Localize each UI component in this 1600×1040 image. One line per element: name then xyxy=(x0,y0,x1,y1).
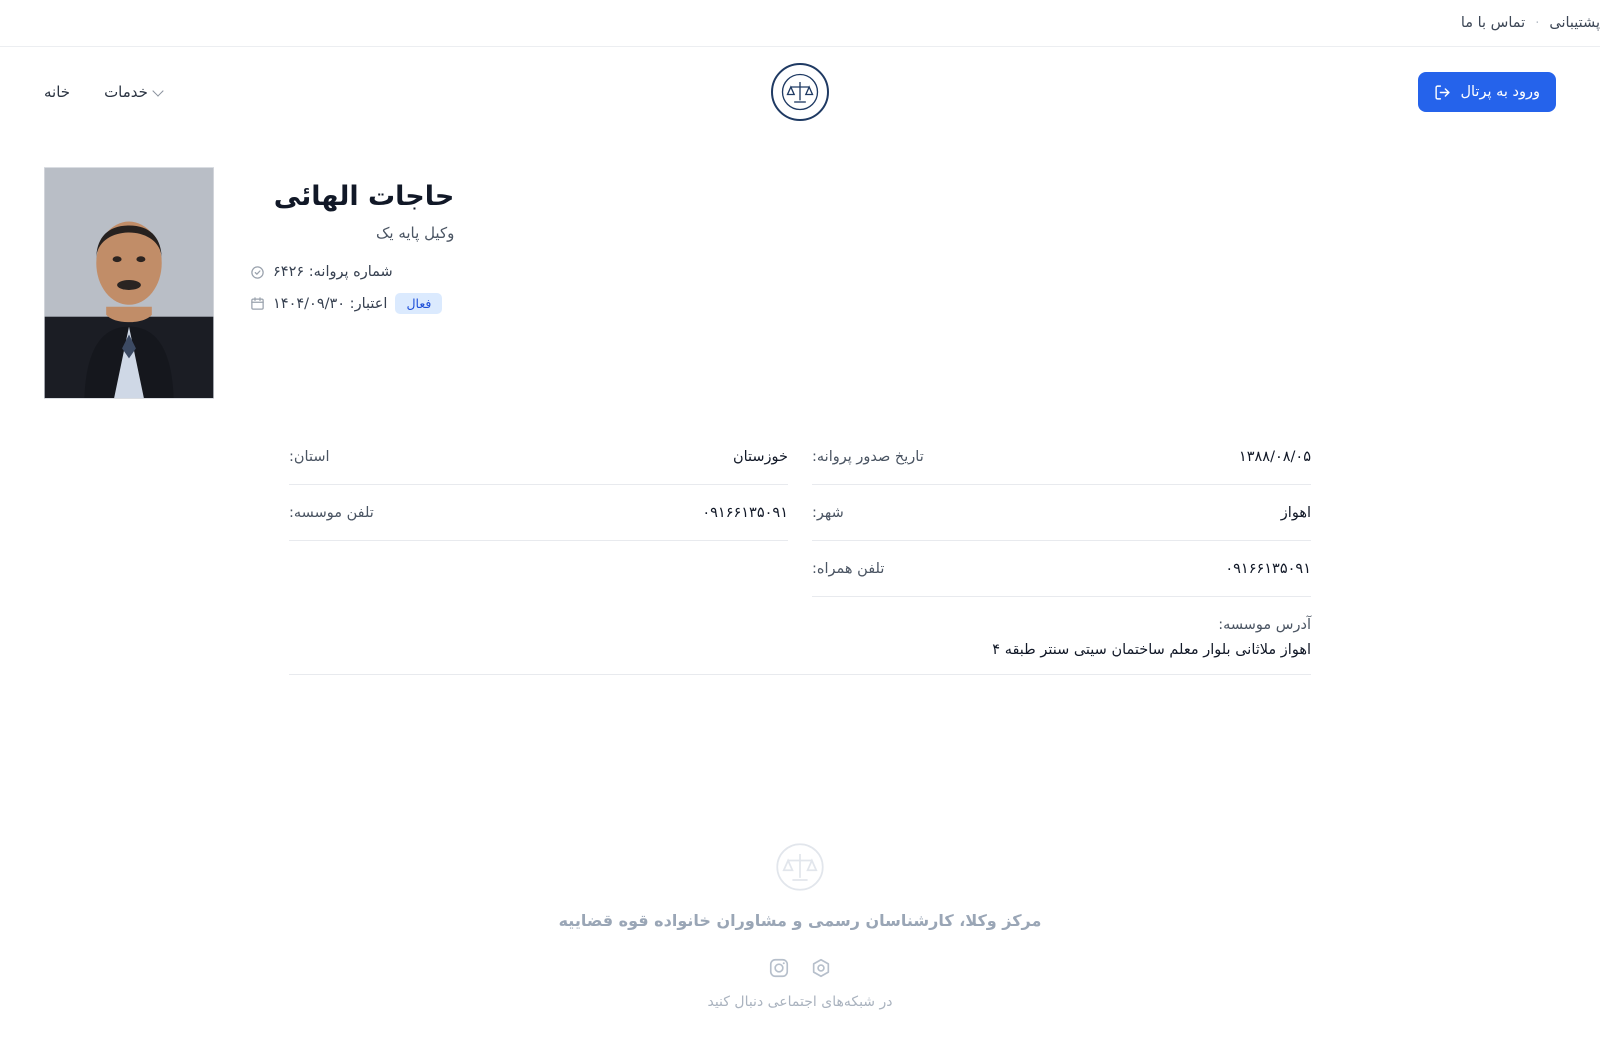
field-city-value: اهواز xyxy=(1280,505,1311,521)
support-link[interactable]: پشتیبانی xyxy=(1549,15,1600,31)
identity-block xyxy=(250,167,454,327)
bale-icon[interactable] xyxy=(809,956,833,980)
license-number-text: شماره پروانه: ۶۴۲۶ xyxy=(273,264,393,280)
field-province-value: خوزستان xyxy=(732,449,788,465)
field-office-phone-label: تلفن موسسه: xyxy=(289,505,374,521)
top-utility-bar xyxy=(0,0,1600,47)
judiciary-emblem-icon[interactable] xyxy=(771,63,829,121)
footer-title: مرکز وکلا، کارشناسان رسمی و مشاوران خانواده قوه قضاییه xyxy=(558,911,1042,930)
field-mobile-phone-value: ۰۹۱۶۶۱۳۵۰۹۱ xyxy=(1225,561,1311,577)
field-office-phone-value: ۰۹۱۶۶۱۳۵۰۹۱ xyxy=(702,505,788,521)
portal-login-button[interactable] xyxy=(1418,72,1556,112)
footer-emblem-icon xyxy=(774,841,826,893)
footer-follow-text: در شبکه‌های اجتماعی دنبال کنید xyxy=(707,994,893,1010)
page-title: حاجات الهائی xyxy=(273,181,455,212)
nav-home-label: خانه xyxy=(44,83,71,101)
field-license-date-value: ۱۳۸۸/۰۸/۰۵ xyxy=(1238,449,1311,465)
badge-check-icon xyxy=(250,265,265,280)
lawyer-photo xyxy=(44,167,214,399)
status-badge: فعال xyxy=(395,293,442,314)
field-province xyxy=(289,445,788,485)
calendar-icon xyxy=(250,296,265,311)
chevron-down-icon xyxy=(152,85,163,96)
logo-container xyxy=(0,63,1600,121)
field-office-address xyxy=(289,613,1311,675)
field-mobile-phone xyxy=(812,557,1311,597)
main-content xyxy=(0,137,1600,1040)
contact-link[interactable]: تماس با ما xyxy=(1460,15,1526,31)
topbar-separator: · xyxy=(1535,15,1540,31)
license-number-row xyxy=(250,264,454,280)
instagram-icon[interactable] xyxy=(767,956,791,980)
validity-text: اعتبار: ۱۴۰۴/۰۹/۳۰ xyxy=(273,295,388,312)
field-province-label: استان: xyxy=(289,449,330,465)
field-office-address-value: اهواز ملاثانی بلوار معلم ساختمان سیتی سنتر طبقه ۴ xyxy=(992,642,1311,658)
site-header xyxy=(0,47,1600,137)
nav-home[interactable] xyxy=(44,83,70,101)
topbar-links xyxy=(1461,15,1600,31)
lawyer-rank: وکیل پایه یک xyxy=(375,224,455,242)
field-license-date-label: تاریخ صدور پروانه: xyxy=(812,449,924,465)
field-office-address-label: آدرس موسسه: xyxy=(1218,617,1311,633)
details-grid xyxy=(289,445,1311,691)
login-icon xyxy=(1434,84,1451,101)
field-empty-slot xyxy=(289,557,788,597)
social-links xyxy=(44,956,1556,980)
main-nav xyxy=(44,83,162,101)
details-section xyxy=(44,445,1556,691)
site-footer xyxy=(44,841,1556,1040)
field-city xyxy=(812,501,1311,541)
portal-login-label: ورود به پرتال xyxy=(1460,84,1540,100)
field-mobile-phone-label: تلفن همراه: xyxy=(812,561,885,577)
nav-services-label: خدمات xyxy=(104,83,148,101)
field-city-label: شهر: xyxy=(812,505,844,521)
field-license-date xyxy=(812,445,1311,485)
profile-header xyxy=(44,167,1556,399)
nav-services[interactable] xyxy=(104,83,162,101)
validity-row xyxy=(250,293,454,314)
field-office-phone xyxy=(289,501,788,541)
